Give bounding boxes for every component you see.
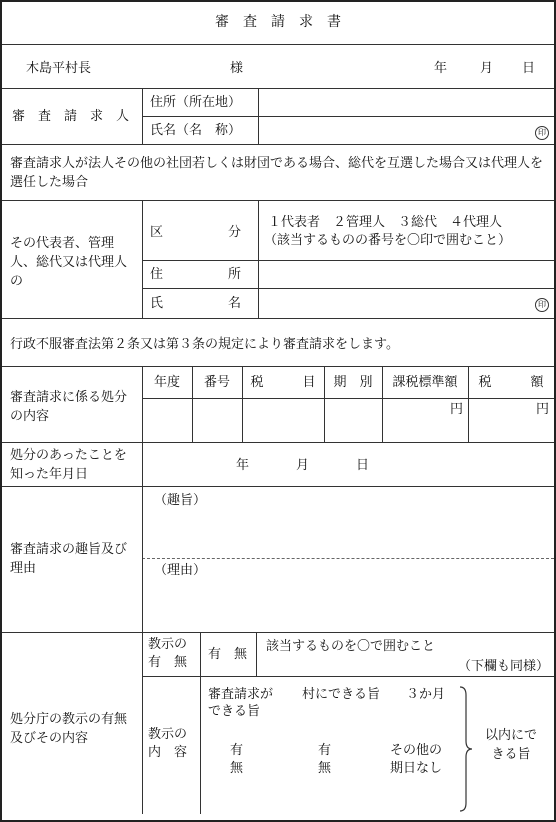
representative-address-label: 住 所 — [150, 267, 242, 282]
statement-text: 行政不服審査法第２条又は第３条の規定により審査請求をします。 — [10, 337, 399, 352]
requester-label: 審 査 請 求 人 — [12, 109, 130, 124]
column-fiscal-year: 年度 — [153, 375, 180, 390]
seal-mark-icon: 印 — [535, 298, 549, 312]
honorific: 様 — [230, 61, 244, 76]
date-month-label: 月 — [480, 61, 494, 76]
representative-category-hint: （該当するものの番号を〇印で囲むこと） — [264, 233, 512, 248]
reason-text-area[interactable] — [144, 580, 552, 630]
instruction-col1-values[interactable]: 有 無 — [230, 743, 257, 776]
addressee: 木島平村長 — [26, 61, 92, 76]
instruction-presence-value[interactable]: 有 無 — [208, 647, 248, 662]
purpose-text-area[interactable] — [144, 510, 552, 556]
date-day-label: 日 — [522, 61, 536, 76]
disposition-number-field[interactable] — [194, 400, 240, 440]
known-date-label: 処分のあったことを知った年月日 — [10, 448, 127, 482]
disposition-fiscal-year-field[interactable] — [144, 400, 190, 440]
instruction-presence-label: 教示の有 無 — [148, 637, 188, 670]
known-date-year: 年 — [236, 458, 250, 473]
column-tax-base: 課税標準額 — [392, 375, 458, 390]
disposition-tax-amount-field[interactable] — [470, 418, 552, 440]
instruction-col2-head: 村にできる旨 — [302, 687, 381, 702]
representative-name-field[interactable] — [260, 290, 530, 316]
column-tax-amount: 税 額 — [478, 375, 544, 390]
date-year-label: 年 — [434, 61, 448, 76]
known-date-day: 日 — [356, 458, 370, 473]
column-tax-item: 税 目 — [250, 375, 316, 390]
known-date-month: 月 — [296, 458, 310, 473]
instruction-content-label: 教示の内 容 — [148, 727, 188, 760]
requester-address-field[interactable] — [260, 90, 552, 114]
disposition-label: 審査請求に係る処分の内容 — [10, 390, 128, 424]
disposition-tax-base-field[interactable] — [384, 418, 466, 440]
instruction-label: 処分庁の教示の有無及びその内容 — [10, 712, 128, 746]
representative-address-field[interactable] — [260, 262, 552, 286]
column-period: 期 別 — [333, 375, 373, 390]
instruction-presence-hint: 該当するものを〇で囲むこと — [266, 639, 436, 654]
instruction-col1-head: 審査請求ができる旨 — [208, 687, 274, 719]
tax-base-unit: 円 — [450, 402, 464, 417]
representative-label: その代表者、管理人、総代又は代理人の — [10, 236, 128, 289]
representative-category-label: 区 分 — [150, 225, 242, 240]
representative-note: 審査請求人が法人その他の社団若しくは財団である場合、総代を互選した場合又は代理人を選任した場合 — [10, 156, 544, 190]
column-number: 番号 — [203, 375, 230, 390]
instruction-brace-text: 以内にできる旨 — [484, 728, 537, 762]
requester-address-label: 住所（所在地） — [150, 95, 242, 110]
requester-name-label: 氏名（名 称） — [150, 123, 242, 138]
reason-heading: （理由） — [154, 563, 207, 578]
known-date-field[interactable] — [144, 444, 552, 484]
instruction-col2-values[interactable]: 有 無 — [318, 743, 345, 776]
instruction-presence-hint-sub: （下欄も同様） — [458, 659, 550, 674]
requester-name-field[interactable] — [260, 118, 530, 142]
brace-icon — [456, 685, 476, 813]
form-title: 審 査 請 求 書 — [215, 14, 341, 30]
disposition-tax-item-field[interactable] — [244, 400, 322, 440]
seal-mark-icon: 印 — [535, 126, 549, 140]
instruction-col3-values[interactable]: その他の期日なし — [390, 743, 443, 776]
purpose-heading: （趣旨） — [154, 493, 207, 508]
instruction-col3-head: ３か月 — [406, 687, 446, 702]
disposition-period-field[interactable] — [326, 400, 380, 440]
representative-name-label: 氏 名 — [150, 296, 242, 311]
tax-amount-unit: 円 — [536, 402, 550, 417]
representative-category-options: １代表者 ２管理人 ３総代 ４代理人 — [268, 215, 503, 230]
purpose-label: 審査請求の趣旨及び理由 — [10, 542, 128, 576]
